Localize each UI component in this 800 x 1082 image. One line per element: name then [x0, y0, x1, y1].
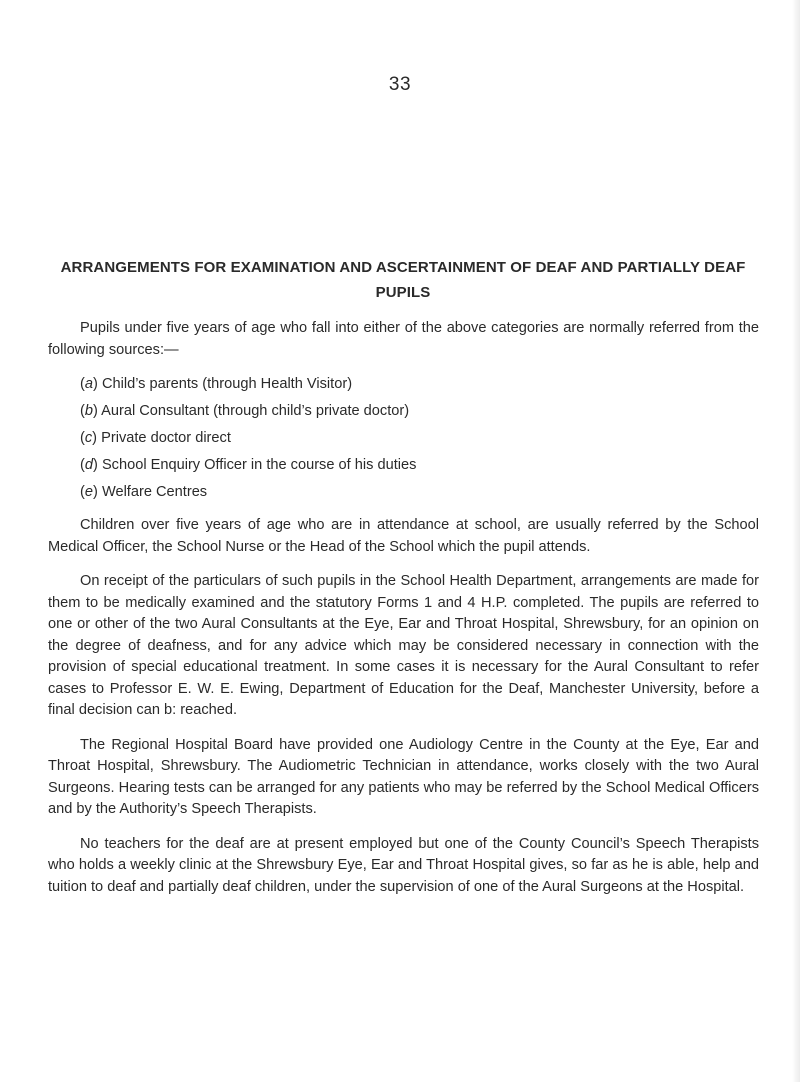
list-item: (b) Aural Consultant (through child’s private doctor): [80, 403, 410, 419]
paragraph-receipt-of-particulars: On receipt of the particulars of such pupils in the School Health Department, arrangements are made for them to be medically examined and the statutory Forms 1 and 4 H.P. completed. The pupils are referred to one or other of the two Aural Consultants at the Eye, Ear and Throat Hospital, Shrewsbury, for an opinion on the degree of deafness, and for any advice which may be considered necessary in connection with the provision of special educational treatment. In some cases it is necessary for the Aural Consultant to refer cases to Professor E. W. E. Ewing, Department of Education for the Deaf, Manchester University, before a final decision can b: reached.: [48, 573, 759, 718]
list-item-letter: c: [84, 430, 93, 446]
list-item-text: School Enquiry Officer in the course of his duties: [101, 457, 417, 473]
paragraph-teachers-for-deaf: No teachers for the deaf are at present employed but one of the County Council’s Speech Therapists who holds a weekly clinic at the Shrewsbury Eye, Ear and Throat Hospital gives, so far as he is able, help and tuition to deaf and partially deaf children, under the supervision of one of the Aural Surgeons at the Hospital.: [48, 835, 759, 895]
list-item-text: Child’s parents (through Health Visitor): [101, 376, 353, 392]
page-edge-shadow: [792, 0, 800, 1082]
list-item-text: Aural Consultant (through child’s private doctor): [101, 403, 410, 419]
referral-sources-list: [48, 374, 759, 503]
list-item: (d) School Enquiry Officer in the course of his duties: [80, 457, 417, 473]
list-item: (c) Private doctor direct: [80, 430, 231, 446]
page-number: 33: [388, 74, 412, 95]
list-item: (a) Child’s parents (through Health Visitor): [80, 376, 353, 392]
list-item-letter: b: [84, 403, 93, 419]
list-item-letter: e: [84, 484, 93, 500]
section-heading-line-1: ARRANGEMENTS FOR EXAMINATION AND ASCERTAINMENT OF DEAF AND PARTIALLY DEAF: [60, 259, 746, 276]
list-item-text: Private doctor direct: [101, 430, 231, 446]
intro-paragraph: Pupils under five years of age who fall into either of the above categories are normally referred from the following sources:—: [48, 320, 759, 358]
body-text: [48, 318, 759, 911]
section-heading: [47, 256, 759, 305]
list-item-letter: a: [84, 376, 93, 392]
paragraph-audiology-centre: The Regional Hospital Board have provided one Audiology Centre in the County at the Eye, Ear and Throat Hospital, Shrewsbury. The Audiometric Technician in attendance, works closely with the two Aural Surgeons. Hearing tests can be arranged for any patients who may be referred by the School Medical Officers and by the Authority’s Speech Therapists.: [48, 736, 759, 817]
section-heading-line-2: PUPILS: [375, 284, 431, 301]
paragraph-over-five: Children over five years of age who are in attendance at school, are usually referred by the School Medical Officer, the School Nurse or the Head of the School which the pupil attends.: [48, 517, 759, 555]
list-item-letter: d: [84, 457, 93, 473]
list-item: (e) Welfare Centres: [80, 484, 208, 500]
list-item-text: Welfare Centres: [101, 484, 208, 500]
